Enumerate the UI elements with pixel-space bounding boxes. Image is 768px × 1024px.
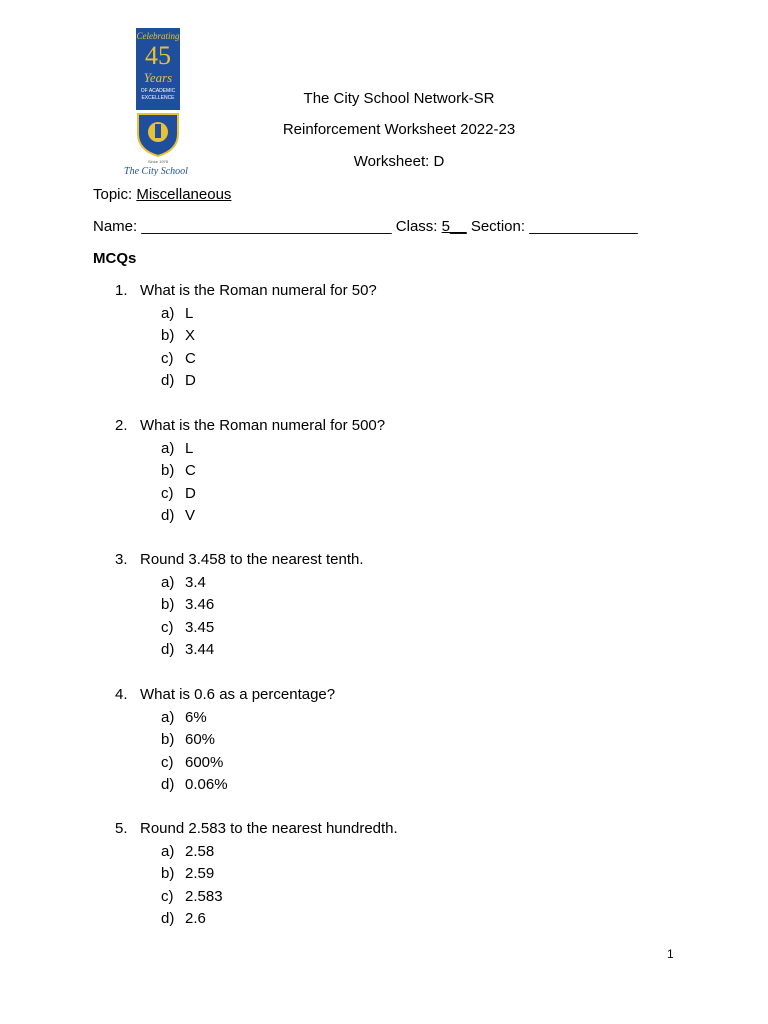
logo-sub2-text: EXCELLENCE [141, 95, 175, 101]
topic-line [93, 186, 231, 204]
option-item [115, 460, 675, 483]
logo-since-text: Since 1978 [147, 159, 169, 164]
option-text: 0.06% [185, 776, 228, 793]
logo-sub1-text: OF ACADEMIC [140, 88, 176, 94]
option-text: X [185, 327, 196, 344]
option-label: d) [161, 372, 175, 389]
logo-school-text: The City School [124, 166, 188, 176]
worksheet-id: Worksheet: D [353, 153, 445, 170]
option-item [115, 752, 675, 775]
logo-celebrating-text: Celebrating [136, 31, 180, 41]
question-number: 4. [115, 686, 128, 703]
option-item [115, 707, 675, 730]
class-value: 5__ [441, 218, 467, 235]
option-text: L [185, 439, 194, 457]
section-field-label: Section: _____________ [466, 218, 638, 235]
option-item [115, 483, 675, 506]
option-label: d) [161, 910, 175, 927]
question-5 [115, 818, 675, 931]
option-item [115, 617, 675, 640]
question-2 [115, 415, 675, 528]
option-label: a) [161, 439, 175, 457]
question-text: Round 2.583 to the nearest hundredth. [140, 820, 398, 837]
option-text: 3.45 [185, 618, 215, 636]
option-text: D [185, 372, 196, 389]
question-number: 5. [115, 820, 128, 837]
question-1 [115, 280, 675, 393]
option-label: a) [161, 573, 175, 591]
question-text: What is the Roman numeral for 500? [140, 417, 386, 434]
option-label: c) [161, 349, 174, 367]
option-label: a) [161, 842, 175, 860]
option-item [115, 505, 675, 528]
question-number: 1. [115, 282, 128, 299]
name-field-label: Name: ______________________________ [93, 218, 396, 235]
option-label: c) [161, 887, 174, 905]
option-label: d) [161, 776, 175, 793]
option-text: L [185, 304, 194, 322]
question-text: What is 0.6 as a percentage? [140, 686, 336, 703]
option-item [115, 639, 675, 662]
question-text: Round 3.458 to the nearest tenth. [140, 551, 364, 568]
option-item [115, 774, 675, 797]
option-item [115, 370, 675, 393]
option-text: 2.58 [185, 842, 215, 860]
school-network-title: The City School Network-SR [303, 90, 495, 107]
question-3 [115, 549, 675, 662]
option-text: 2.6 [185, 910, 206, 927]
page-number: 1 [667, 947, 674, 961]
question-number: 2. [115, 417, 128, 434]
question-text: What is the Roman numeral for 50? [140, 282, 377, 299]
option-text: V [185, 507, 196, 524]
option-text: 2.59 [185, 865, 215, 882]
option-item [115, 438, 675, 461]
option-text: 3.4 [185, 573, 206, 591]
option-item [115, 841, 675, 864]
option-label: c) [161, 618, 174, 636]
topic-label: Topic: [93, 186, 137, 203]
option-item [115, 729, 675, 752]
option-text: 600% [185, 753, 224, 771]
option-label: d) [161, 641, 175, 658]
option-text: 3.44 [185, 641, 215, 658]
mcqs-heading: MCQs [93, 250, 137, 267]
option-item [115, 325, 675, 348]
option-text: 3.46 [185, 596, 215, 613]
worksheet-title: Reinforcement Worksheet 2022-23 [282, 121, 516, 138]
option-item [115, 863, 675, 886]
option-text: C [185, 349, 196, 367]
option-label: b) [161, 462, 175, 479]
option-item [115, 886, 675, 909]
topic-value: Miscellaneous [136, 186, 232, 203]
option-item [115, 572, 675, 595]
student-info-line [93, 218, 638, 236]
question-4 [115, 684, 675, 797]
option-label: a) [161, 708, 175, 726]
logo-number-text: 45 [145, 41, 171, 70]
option-label: d) [161, 507, 175, 524]
option-label: b) [161, 596, 175, 613]
option-label: c) [161, 753, 174, 771]
option-item [115, 348, 675, 371]
option-label: b) [161, 327, 175, 344]
option-text: 60% [185, 731, 216, 748]
class-label: Class: [395, 218, 442, 235]
option-label: a) [161, 304, 175, 322]
option-item [115, 908, 675, 931]
option-text: C [185, 462, 196, 479]
option-label: b) [161, 865, 175, 882]
option-label: c) [161, 484, 174, 502]
option-label: b) [161, 731, 175, 748]
option-text: D [185, 484, 196, 502]
option-text: 6% [185, 708, 207, 726]
option-item [115, 594, 675, 617]
option-text: 2.583 [185, 887, 223, 905]
option-item [115, 303, 675, 326]
question-number: 3. [115, 551, 128, 568]
logo-years-text: Years [143, 70, 173, 85]
